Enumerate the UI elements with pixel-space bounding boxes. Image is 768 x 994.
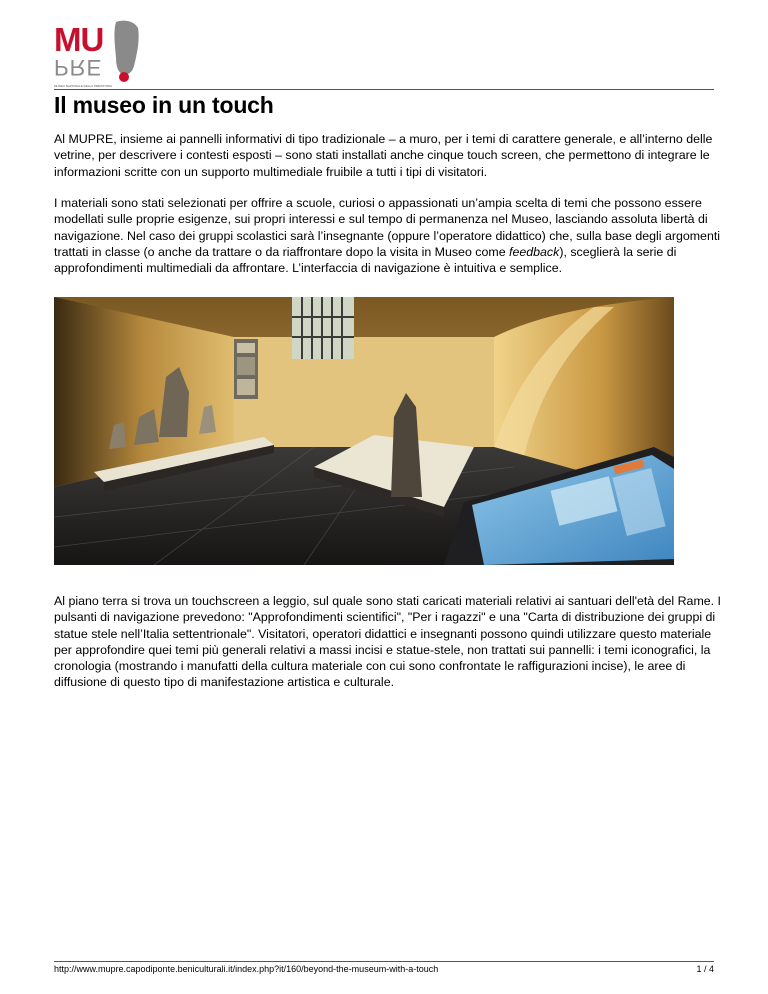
stele-shape <box>114 21 138 75</box>
header-rule <box>54 89 714 90</box>
logo-tagline: MUSEO NAZIONALE DELLA PREISTORIA <box>54 84 112 88</box>
paragraph-touchscreen: Al piano terra si trova un touchscreen a leggio, sul quale sono stati caricati materiali relativi ai santuari dell'età del Rame. I pulsanti di navigazione prevedono: "Approfondimenti scientifici", "Per i ragazzi" e una "Carta di distribuzione dei gruppi di statue stele nell’Italia settentrionale". Visitatori, operatori didattici e insegnanti possono quindi utilizzare questo materiale per approfondire quei temi più generali relativi a massi incisi e statue-stele, non trattati sui pannelli: i temi iconografici, la cronologia (mostrando i manufatti della cultura materiale con cui sono confrontate le raffigurazioni incise), le aree di diffusione di questo tipo di manifestazione artistica e culturale. <box>54 594 721 690</box>
feedback-emphasis: feedback <box>509 244 560 259</box>
paragraph-materials-text-end: ), sceglierà la serie di approfondimenti multimediali da affrontare. L’interfaccia di navigazione è intuitiva e semplice. <box>54 244 677 276</box>
paragraph-materials-text: I materiali sono stati selezionati per offrire a scuole, curiosi o appassionati un’ampia scelta di temi che possono essere modellati sulle proprie esigenze, sui propri interessi e sul tempo di permanenza nel Museo, lasciando assoluta libertà di navigazione. Nel caso dei gruppi scolastici sarà l’insegnante (oppure l’operatore didattico) che, sulla base degli argomenti trattati in classe (o anche da trattare o da riaffrontare dopo la visita in Museo come <box>54 196 721 259</box>
stele-dot <box>119 72 129 82</box>
paragraph-intro: Al MUPRE, insieme ai pannelli informativi di tipo tradizionale – a muro, per i temi di carattere generale, e all’interno delle vetrine, per descrivere i contesti esposti – sono stati installati anche cinque touch screen, che permettono di integrare le informazioni scritte con un supporto multimediale fruibile a tutti i tipi di visitatori. <box>54 132 713 179</box>
page-number: 1 / 4 <box>696 964 714 974</box>
logo-mu: MU <box>54 21 104 58</box>
logo-pre: PRE <box>54 55 103 80</box>
footer-rule <box>54 961 714 962</box>
mupre-logo <box>54 18 144 88</box>
page-title: Il museo in un touch <box>54 92 274 118</box>
museum-room-photo <box>54 297 674 565</box>
footer-url[interactable]: http://www.mupre.capodiponte.beniculturali.it/index.php?it/160/beyond-the-museum-with-a-touch <box>54 964 439 974</box>
paragraph-materials <box>54 195 722 276</box>
